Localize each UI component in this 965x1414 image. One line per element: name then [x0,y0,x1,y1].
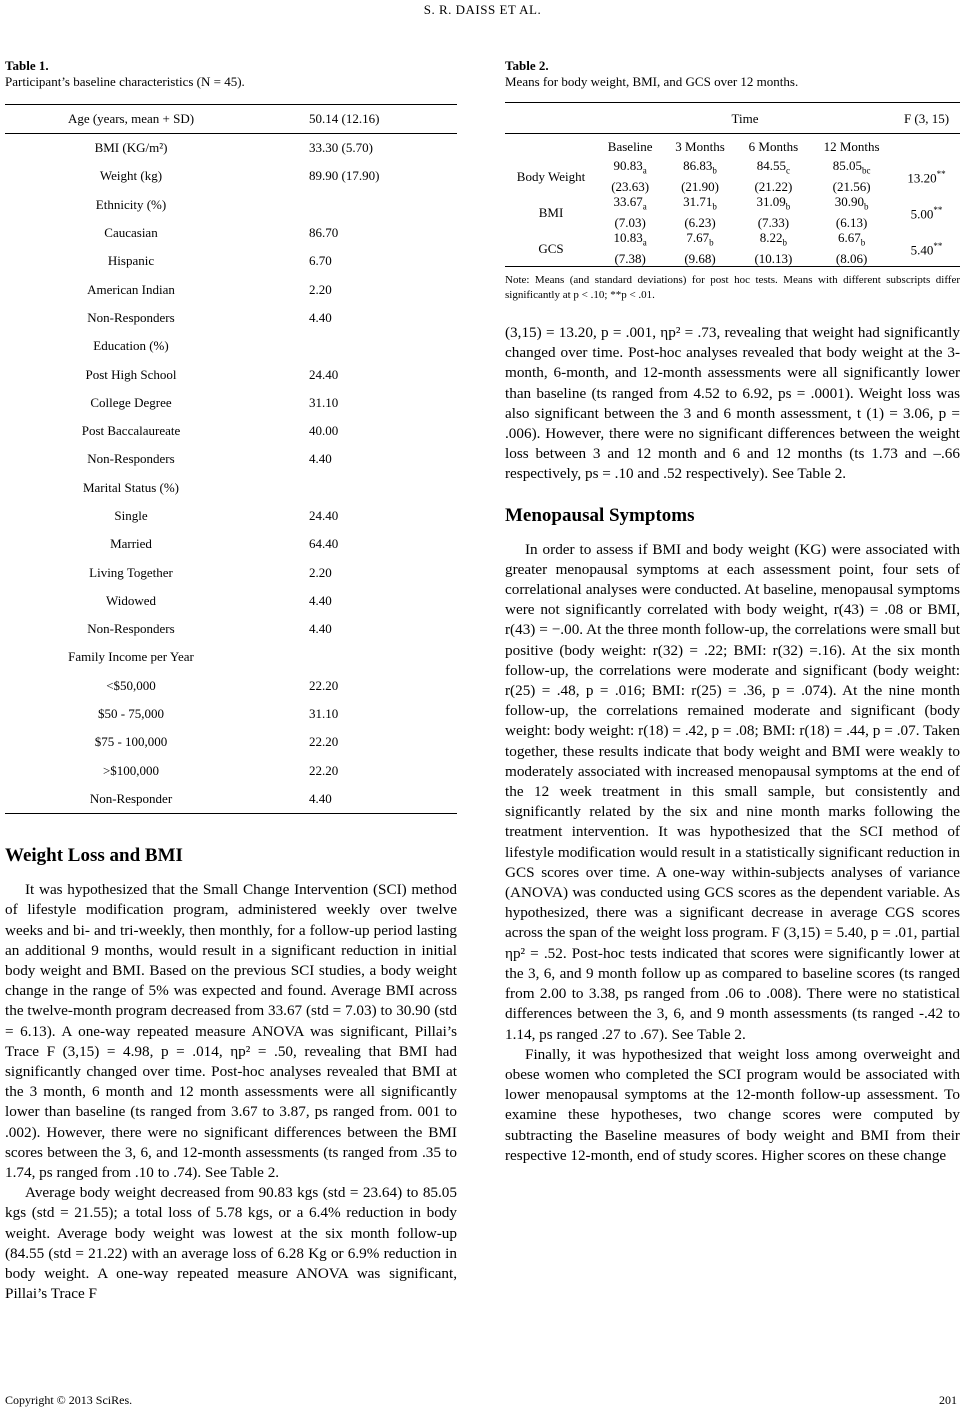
table1-row [5,162,457,190]
table2-cell [663,158,736,194]
table2-f-number: 5.00 [910,206,934,222]
table1-cell-value: 22.20 [309,677,339,693]
table2-column-header: 3 Months [675,138,725,154]
table1-cell-value: 86.70 [309,225,339,241]
table2-significance: ** [933,204,943,215]
table2-subscript: b [712,165,717,176]
table2-row-label: GCS [538,240,564,256]
paragraph: Finally, it was hypothesized that weight loss among overweight and obese women who completed the SCI program would be associated with lower menopausal symptoms at the 12-month follow-up assessment. To examine these hypotheses, two change scores were computed by subtracting the Baseline measures of body weight and BMI from their respective 12-month, end of study scores. Higher scores on these change [505,1045,960,1164]
table1-row [5,643,457,671]
table1-row [5,728,457,756]
table1-cell-value: 24.40 [309,366,339,382]
table2-f-number: 5.40 [910,242,934,258]
table1-row [5,587,457,615]
table1-row [5,219,457,247]
table2-mean: 30.90 [834,194,864,210]
table1-cell-label: Non-Responders [87,309,175,325]
table1-cell-value: 24.40 [309,508,339,523]
table1-cell-value: 31.10 [309,394,339,410]
table1-row [5,304,457,332]
table2-f-value [893,194,960,230]
table2-significance: ** [936,168,946,179]
table1-cell-label: Married [110,536,152,552]
table1-cell-label: BMI (KG/m²) [94,140,168,156]
table1-row [5,700,457,728]
table2-mean: 31.71 [683,194,713,210]
table2-sd: (7.03) [614,214,646,230]
table1-cell-label: Marital Status (%) [82,479,180,495]
table2-mean: 90.83 [613,158,643,174]
table2-row [505,158,960,194]
table1-cell-label: Hispanic [107,253,155,269]
table1-cell-value: 4.40 [309,592,332,608]
table2-mean: 8.22 [759,230,783,246]
table1-cell-value [257,191,457,219]
table2-column-header: 6 Months [748,138,799,154]
table2-sd: (21.56) [832,178,871,194]
table1-cell-label: Post High School [85,366,177,382]
table2-cell [737,194,810,230]
table2-caption: Means for body weight, BMI, and GCS over 12 months. [505,74,799,89]
table1-row [5,530,457,558]
table2-column-header: Baseline [607,138,653,154]
table1-cell-label: Family Income per Year [68,649,194,665]
paragraph: It was hypothesized that the Small Change Intervention (SCI) method of lifestyle modification program, administered weekly over twelve weeks and bi- and tri-weekly, then monthly, for a follow-up period lasting an additional 9 months, would result in a significant reduction in initial body weight and BMI. Based on the previous SCI studies, a body weight change in the range of 5% was expected and found. Average BMI across the twelve-month program decreased from 33.67 (std = 7.03) to 30.90 (std = 6.13). A one-way repeated measure ANOVA was significant, Pillai’s Trace F (3,15) = 4.98, p = .014, ηp² = .50, revealing that BMI had significantly changed over time. Post-hoc analyses revealed that BMI at the 3 month, 6 month and 12 month assessments were all significantly lower than baseline (ts ranged from 3.67 to 3.87, ps ranged from. 001 to .002). However, there were no significant differences between the BMI scores between the 3, 6, and 12-month assessments (ts ranged from .35 to 1.74, ps ranged from .10 to .74). See Table 2. [5,881,457,1181]
table2-subscript: a [642,201,647,212]
right-column [505,58,960,1166]
table1-cell-label: Weight (kg) [99,168,163,184]
table1-cell-label: Age (years, mean + SD) [5,105,257,134]
table1-cell-value: 4.40 [309,451,332,467]
left-column [5,58,457,1304]
table1-row [5,332,457,360]
table2-subscript: b [863,201,869,212]
table1-cell-label: Single [114,508,148,523]
table1-header-row [5,105,457,134]
table2-sd: (6.13) [835,214,868,230]
table2-mean: 10.83 [613,230,643,246]
table2-f-number: 13.20 [907,170,937,186]
table2-f-header: F (3, 15) [893,103,960,134]
table2-cell [597,194,663,230]
table2-sd: (7.33) [757,214,790,230]
table2-mean: 85.05 [832,158,862,174]
table1-cell-label: $75 - 100,000 [94,734,168,750]
table2-time-header: Time [597,103,893,134]
table1-cell-label: Non-Responders [87,451,175,467]
running-header: S. R. DAISS ET AL. [423,2,542,17]
table1-row [5,389,457,417]
table2-subscript: a [642,165,647,176]
table2-cell [737,158,810,194]
table2-mean: 6.67 [837,230,861,246]
table2-sd: (6.23) [684,214,716,230]
table2-sd: (21.90) [681,178,719,194]
table2-caption-block [505,58,960,90]
table2-cell [663,230,736,267]
table2-time-row [505,103,960,134]
section-heading-menopausal: Menopausal Symptoms [505,504,695,526]
table2-f-value [893,230,960,267]
table2-cell [810,194,893,230]
table1-cell-label: >$100,000 [102,762,160,778]
table2-subscript: b [785,201,791,212]
table2-row [505,194,960,230]
table2-sd: (23.63) [611,178,650,194]
table2-row [505,230,960,267]
table1-row [5,275,457,303]
table1-cell-value: 4.40 [309,790,332,806]
table2-subscript: b [782,237,788,248]
table1-cell-value [257,332,457,360]
table1-cell-value: 89.90 (17.90) [309,168,380,184]
table2-column-header: 12 Months [823,138,880,154]
table2-significance: ** [933,240,943,251]
table2-sd: (9.68) [684,250,716,266]
table1-cell-label: Non-Responders [87,621,175,637]
table2-mean: 33.67 [613,194,643,210]
table1-cell-value: 4.40 [309,621,332,637]
table2-sd: (8.06) [835,250,868,266]
table2 [505,102,960,267]
table2-mean: 31.09 [756,194,786,210]
table2-note: Note: Means (and standard deviations) for post hoc tests. Means with different subscripts differ significantly at p < .10; **p < .01. [505,274,960,301]
table1-cell-value: 22.20 [309,734,339,750]
table2-subscript: b [709,237,714,248]
table1-row [5,502,457,530]
table1-row [5,558,457,586]
table1-cell-value: 22.20 [309,762,339,778]
table1-cell-value: 2.20 [309,564,332,580]
table1-row [5,785,457,814]
table1-row [5,474,457,502]
table1-row [5,445,457,473]
table2-row-label: Body Weight [516,168,586,184]
table1-cell-label: Widowed [105,592,157,608]
table2-mean: 84.55 [756,158,787,174]
footer-copyright: Copyright © 2013 SciRes. [5,1393,133,1407]
table1-cell-value [257,643,457,671]
table2-cell [737,230,810,267]
paragraph: In order to assess if BMI and body weight (KG) were associated with greater menopausal symptoms at each assessment point, four sets of correlational analyses were conducted. At baseline, menopausal symptoms were not significantly correlated with body weight, r(43) = .08 or BMI, r(43) = −.00. At the three month follow-up, the correlations were small but positive (body weight: r(32) = .22; BMI: r(32) =.16). At the six month follow-up, the correlations were moderate and significant (body weight: r(25) = .48, p = .016; BMI: r(25) = .36, p = .074). At the nine month follow-up, the correlations remained moderate and significant (body weight: body weight: r(18) = .42, p = .08; BMI: r(18) = .44, p = .07. Taken together, these results indicate that body weight and BMI were weakly to moderately associated with increased menopausal symptoms at the end of the 12 week treatment in this small sample, but consistently and significantly related by the six and nine month marks following the treatment intervention. It was hypothesized that the SCI method of lifestyle modification would result in a statistically significant reduction in GCS scores over time. A one-way within-subjects analyses of variance (ANOVA) was conducted using GCS scores as the dependent variable. As hypothesized, there was a significant decrease in average CGS scores across the span of the weight loss program. F (3,15) = 5.40, p = .01, partial ηp² = .52. Post-hoc tests indicated that scores were significantly lower at the 3, 6, and 9 month follow up as compared to baseline scores (ts ranged from 2.00 to 3.38, ps ranged from .06 to .008). There were no statistical differences between the 3, 6, and 9 month assessments (ts ranged -.42 to 1.14, ps ranged .27 to .67). See Table 2. [505,540,960,1043]
paragraph: Average body weight decreased from 90.83 kgs (std = 23.64) to 85.05 kgs (std = 21.55); a total loss of 5.78 kgs, or a 6.4% reduction in body weight. Average body weight was lowest at the six month follow-up (84.55 (std = 21.22) with an average loss of 6.28 Kg or 6.9% reduction in body weight. A one-way repeated measure ANOVA was significant, Pillai’s Trace F [5,1184,457,1303]
table2-subscript: bc [861,165,871,176]
table2-cell [663,194,736,230]
table1-cell-label: Education (%) [93,338,169,354]
table2-mean: 86.83 [683,158,713,174]
table1-cell-value: 31.10 [309,706,339,722]
table2-row-label: BMI [538,204,564,220]
table2-column-header-row [505,134,960,159]
table1-cell-value: 6.70 [309,253,332,269]
table1-cell-label: Non-Responder [89,790,173,806]
table2-subscript: a [642,237,647,248]
table2-sd: (21.22) [754,178,793,194]
table1-cell-label: $50 - 75,000 [97,706,165,722]
table2-subscript: b [712,201,717,212]
table1-caption-block [5,58,457,90]
table1-cell-value: 64.40 [309,536,339,552]
table2-mean: 7.67 [686,230,710,246]
table1-cell-label: Ethnicity (%) [95,196,167,212]
table2-cell [810,230,893,267]
table1-cell-label: Post Baccalaureate [81,423,181,439]
table1-row [5,615,457,643]
table2-f-value [893,158,960,194]
paragraph: (3,15) = 13.20, p = .001, ηp² = .73, revealing that weight had significantly changed over time. Post-hoc analyses revealed that body weight at the 3-month, 6-month, and 12-month assessments were all significantly lower than baseline (ts ranged from 4.52 to 6.92, ps = .0001). Weight loss was also significant between the 3 and 6 month assessment, t (1) = 3.06, p = .006). However, there were no significant differences between the weight loss between 3 and 12 month and 6 and 12 months (ts 1.73 and –.66 respectively, ps = .10 and .52 respectively). See Table 2. [505,324,960,483]
table1-row [5,417,457,445]
table1-cell-label: Living Together [89,564,173,580]
table1-cell-value: 2.20 [309,281,332,297]
table1-row [5,191,457,219]
table1 [5,104,457,814]
section-heading-weight-loss: Weight Loss and BMI [5,845,183,867]
table1-cell-value: 50.14 (12.16) [257,105,457,134]
table1-row [5,360,457,388]
table1-row [5,757,457,785]
table1-row [5,247,457,275]
table2-sd: (10.13) [754,250,793,266]
table1-cell-value: 33.30 (5.70) [309,140,373,156]
table2-subscript: b [860,237,866,248]
table1-caption: Participant’s baseline characteristics (N = 45). [5,74,245,89]
table1-label: Table 1. [5,58,49,73]
table2-cell [597,158,663,194]
table2-cell [810,158,893,194]
table1-cell-value: 4.40 [309,309,332,325]
table2-cell [597,230,663,267]
table1-row [5,672,457,700]
table1-row [5,134,457,163]
table2-sd: (7.38) [614,250,646,266]
table2-label: Table 2. [505,58,549,73]
table1-cell-label: American Indian [87,281,175,297]
footer-page-number: 201 [939,1393,957,1407]
table1-cell-label: College Degree [90,394,172,410]
table1-cell-value [257,474,457,502]
table1-cell-label: <$50,000 [106,677,156,693]
table1-cell-label: Caucasian [104,225,158,241]
table2-subscript: c [786,165,791,176]
table1-cell-value: 40.00 [309,423,339,439]
